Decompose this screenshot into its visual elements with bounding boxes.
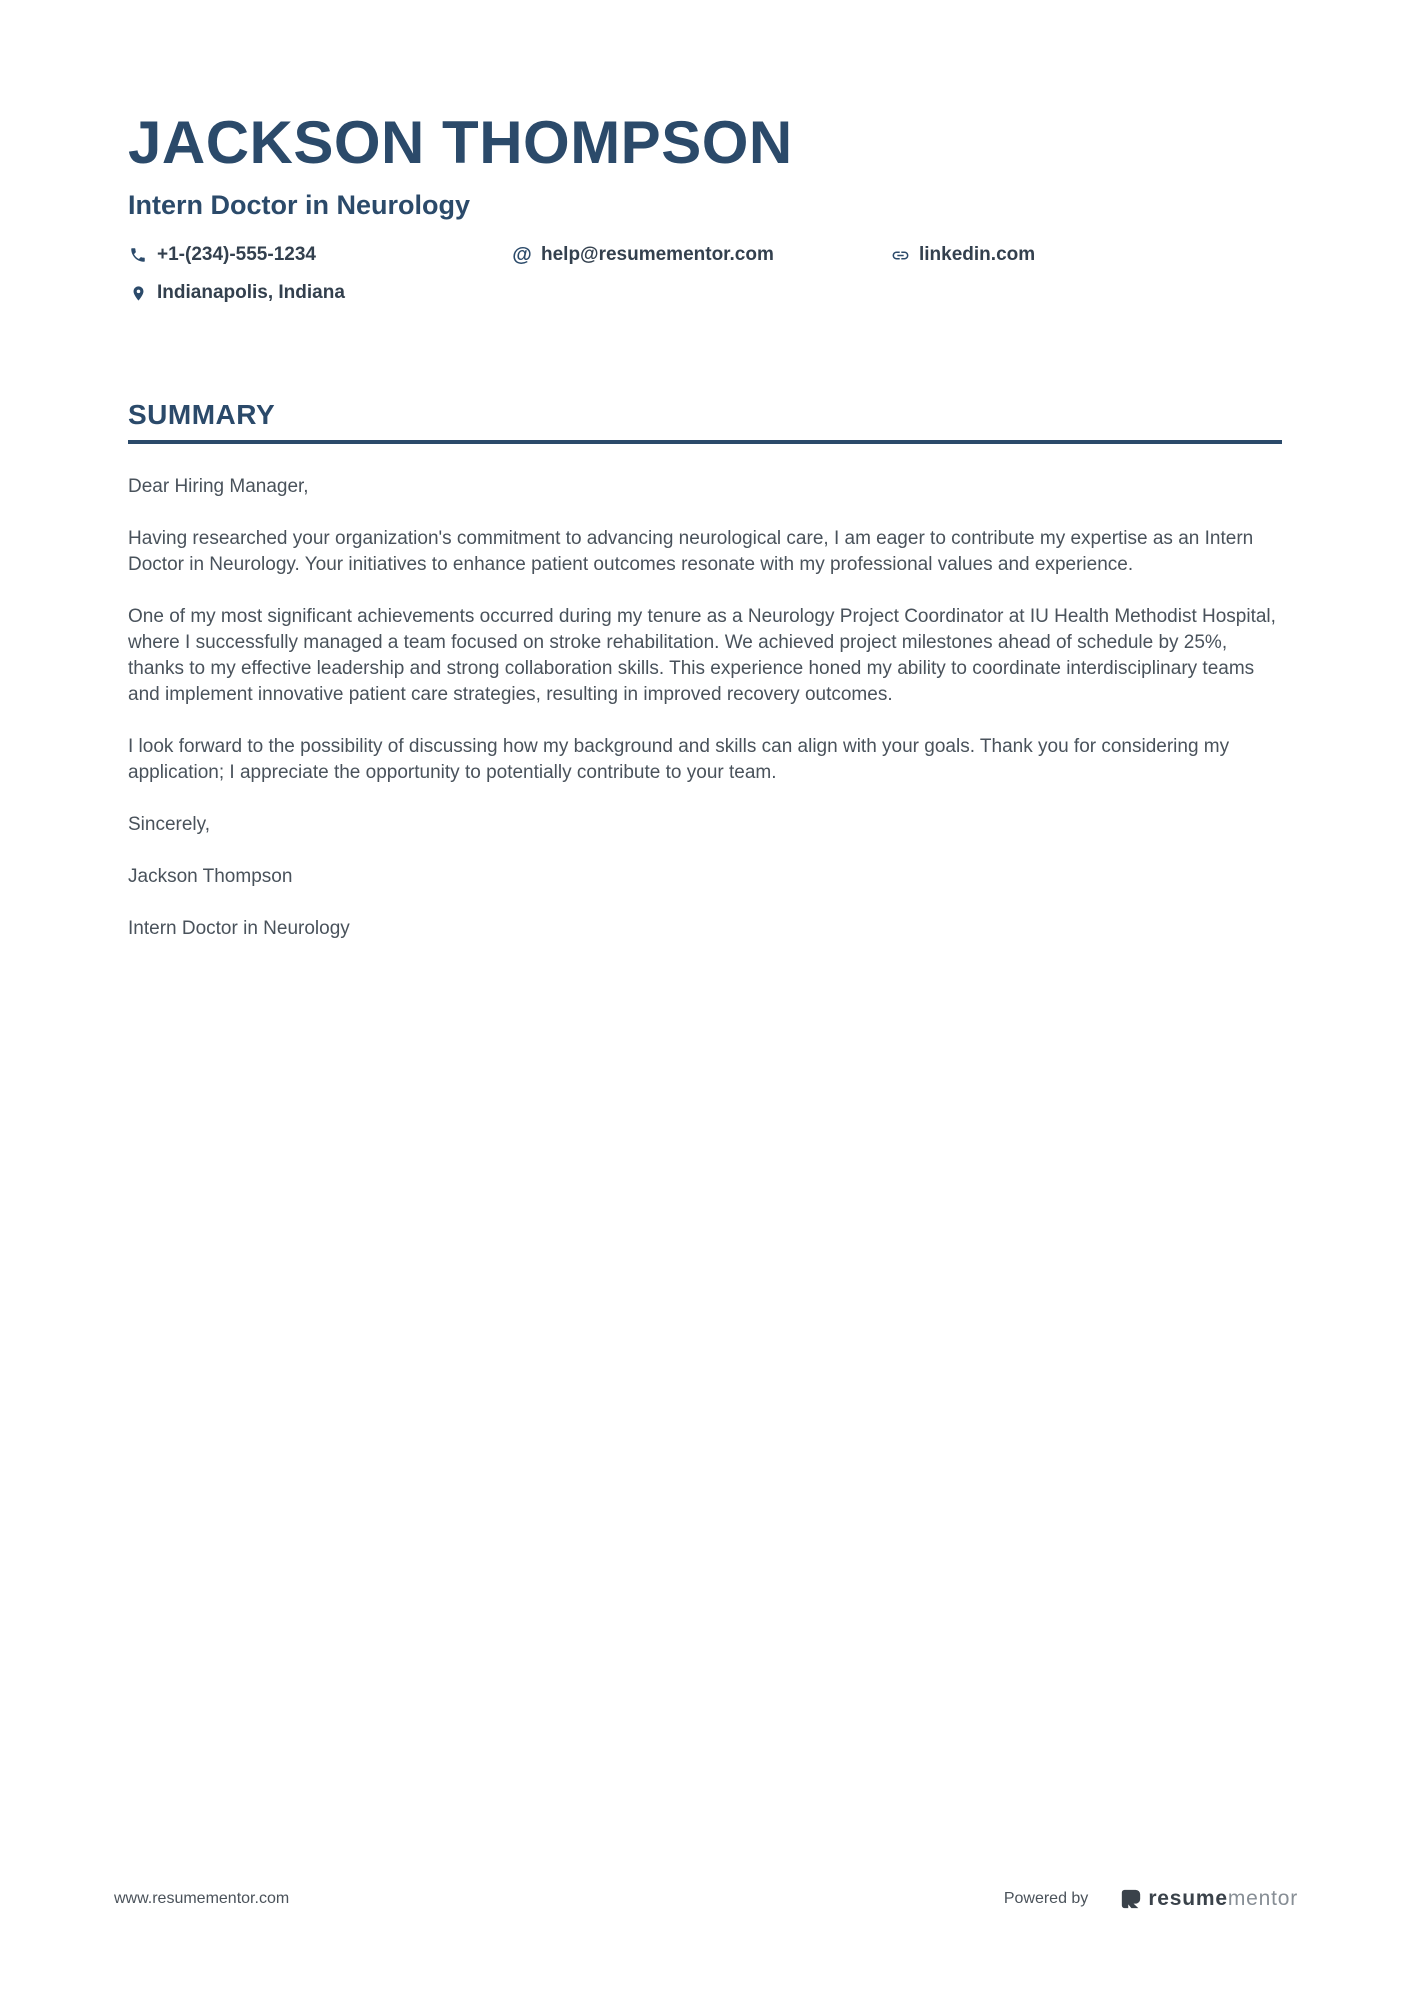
resumementor-logo-icon <box>1120 1888 1142 1910</box>
contact-phone[interactable] <box>128 244 512 266</box>
summary-heading: SUMMARY <box>128 399 276 430</box>
brand-text-resume: resume <box>1148 1887 1228 1910</box>
email-address: help@resumementor.com <box>541 244 774 265</box>
closing: Sincerely, <box>128 814 211 835</box>
paragraph-3: I look forward to the possibility of discussing how my background and skills can align with your goals. Thank you for considering my application; I appreciate the opportunity to potentially contribute to your team. <box>128 736 1230 783</box>
section-divider <box>128 440 1282 444</box>
page-footer <box>0 1888 1410 1910</box>
resumementor-brand[interactable] <box>1120 1888 1298 1910</box>
phone-icon <box>128 245 148 265</box>
person-name: JACKSON THOMPSON <box>128 109 793 176</box>
contact-email[interactable] <box>512 244 890 266</box>
paragraph-1: Having researched your organization's commitment to advancing neurological care, I am eager to contribute my expertise as an Intern Doctor in Neurology. Your initiatives to enhance patient outcomes resonate with my professional values and experience. <box>128 528 1254 575</box>
linkedin-url: linkedin.com <box>919 244 1036 265</box>
summary-section <box>128 400 1282 942</box>
brand-text-mentor: mentor <box>1227 1887 1298 1910</box>
footer-branding <box>1004 1888 1298 1910</box>
location-pin-icon <box>128 283 148 303</box>
paragraph-2: One of my most significant achievements occurred during my tenure as a Neurology Project Coordinator at IU Health Methodist Hospital, where I successfully managed a team focused on stroke rehabilitation. We achieved project milestones ahead of schedule by 25%, thanks to my effective leadership and strong collaboration skills. This experience honed my ability to coordinate interdisciplinary teams and implement innovative patient care strategies, resulting in improved recovery outcomes. <box>128 606 1276 705</box>
website-url[interactable]: www.resumementor.com <box>114 1890 290 1907</box>
contact-location <box>128 282 512 304</box>
page-content <box>0 0 1410 942</box>
header <box>128 0 1282 304</box>
powered-by-label: Powered by <box>1003 1890 1089 1907</box>
contact-info <box>128 244 1282 304</box>
letter-body <box>128 474 1282 942</box>
at-sign-icon: @ <box>512 244 532 266</box>
signature-title: Intern Doctor in Neurology <box>128 918 350 939</box>
link-icon <box>890 245 910 265</box>
salutation: Dear Hiring Manager, <box>128 476 309 497</box>
phone-number: +1-(234)-555-1234 <box>157 244 316 265</box>
signature-name: Jackson Thompson <box>128 866 293 887</box>
contact-linkedin[interactable] <box>890 244 1282 266</box>
brand-wordmark <box>1148 1888 1298 1910</box>
job-title: Intern Doctor in Neurology <box>128 190 471 220</box>
location-text: Indianapolis, Indiana <box>157 282 345 303</box>
